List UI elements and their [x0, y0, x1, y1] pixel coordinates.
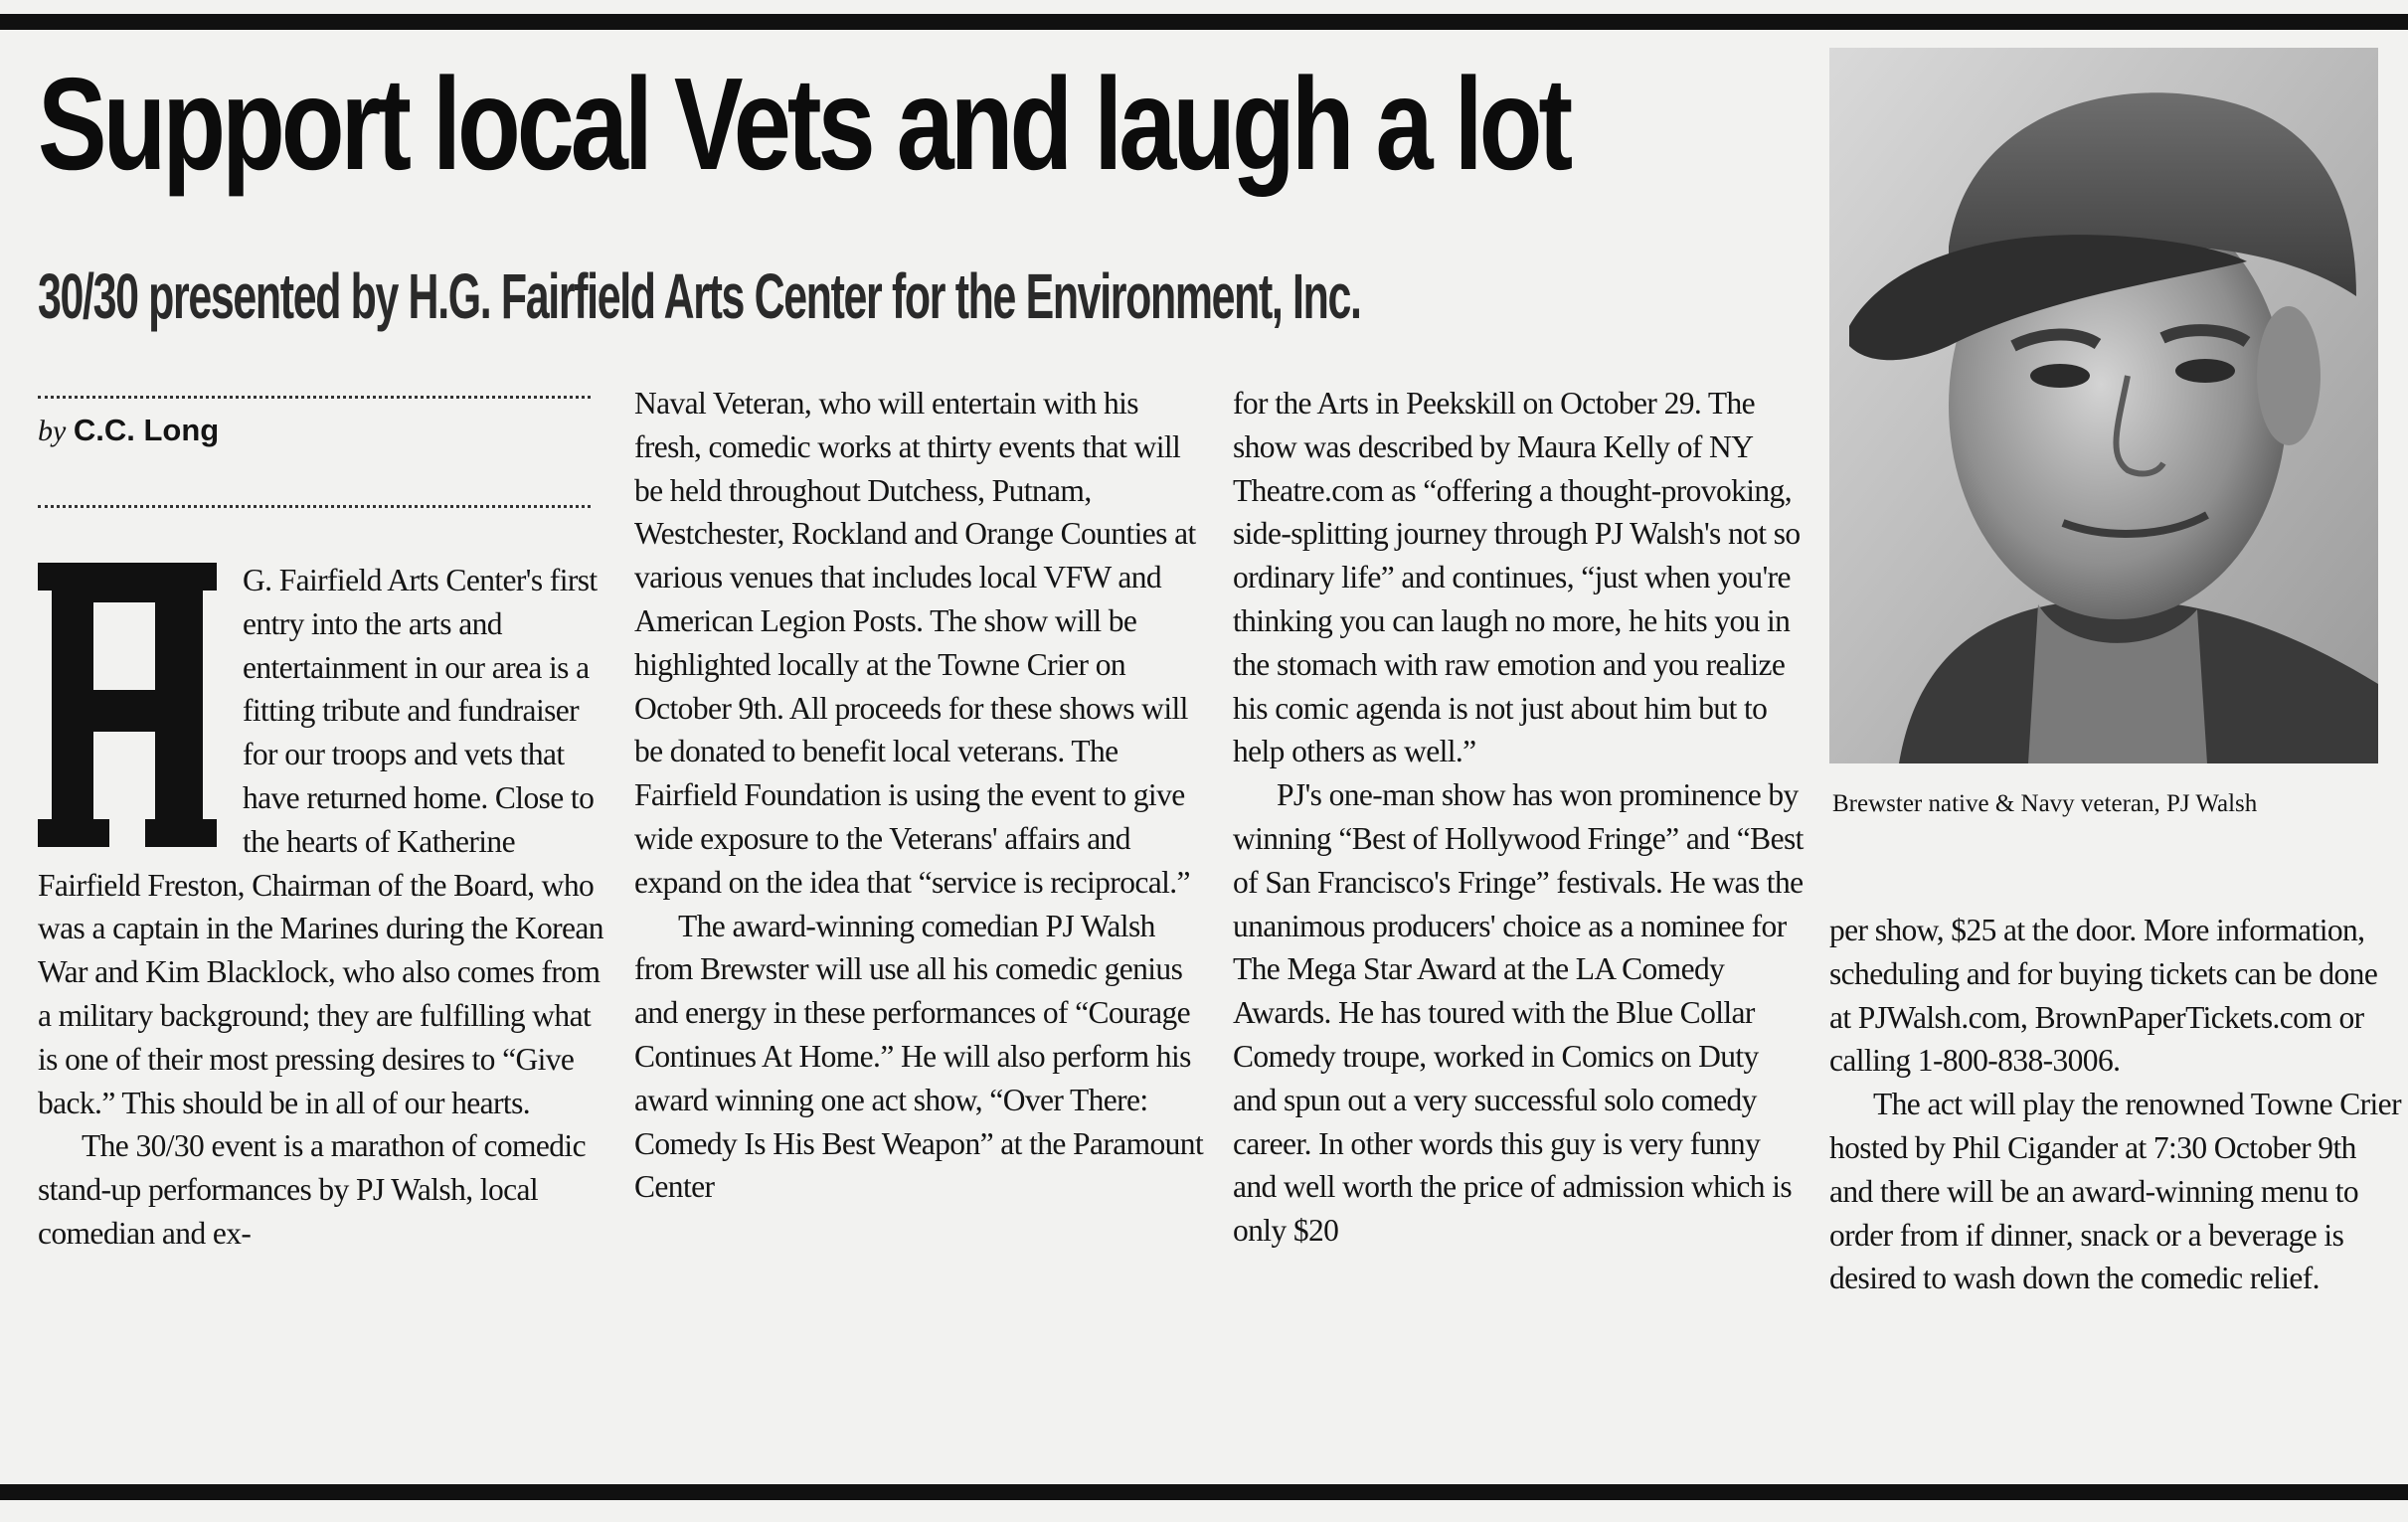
- article-column-4: [1829, 909, 2404, 1300]
- subheadline: 30/30 presented by H.G. Fairfield Arts Center for the Environment, Inc.: [38, 260, 1361, 332]
- article-column-3: [1233, 382, 1807, 1253]
- paragraph: The act will play the renowned Towne Crier hosted by Phil Cigander at 7:30 October 9th and there will be an award-winning menu to order from if dinner, snack or a beverage is desired to wash down the comedic relief.: [1829, 1087, 2401, 1296]
- paragraph: The award-winning comedian PJ Walsh from Brewster will use all his comedic genius and energy in these performances of “Courage Continues At Home.” He will also perform his award winning one act show, “Over There: Comedy Is His Best Weapon” at the Paramount Center: [634, 908, 1204, 1205]
- portrait-photo: [1829, 48, 2378, 763]
- paragraph: for the Arts in Peekskill on October 29. The show was described by Maura Kelly of NY Theatre.com as “offering a thought-provoking, side-splitting journey through PJ Walsh's not so ordinary life” and continues, “just when you're thinking you can laugh no more, he hits you in the stomach with raw emotion and you realize his comic agenda is not just about him but to help others as well.”: [1233, 386, 1801, 769]
- byline: [38, 410, 219, 452]
- byline-divider-top: [38, 396, 591, 399]
- byline-prefix: by: [38, 415, 67, 447]
- paragraph: PJ's one-man show has won prominence by winning “Best of Hollywood Fringe” and “Best of San Francisco's Fringe” festivals. He was the unanimous producers' choice as a nominee for The Mega Star Award at the LA Comedy Awards. He has toured with the Blue Collar Comedy troupe, worked in Comics on Duty and spun out a very successful solo comedy career. In other words this guy is very funny and well worth the price of admission which is only $20: [1233, 777, 1804, 1249]
- top-rule: [0, 14, 2408, 30]
- portrait-illustration: [1829, 48, 2378, 763]
- drop-cap: [38, 563, 217, 847]
- paragraph: Naval Veteran, who will entertain with his fresh, comedic works at thirty events that will be held throughout Dutchess, Putnam, Westchester, Rockland and Orange Counties at various venues that includes local VFW and American Legion Posts. The show will be highlighted locally at the Towne Crier on October 9th. All proceeds for these shows will be donated to benefit local veterans. The Fairfield Foundation is using the event to give wide exposure to the Veterans' affairs and expand on the idea that “service is reciprocal.”: [634, 386, 1196, 900]
- bottom-rule: [0, 1484, 2408, 1500]
- paragraph: The 30/30 event is a marathon of comedic stand-up performances by PJ Walsh, local comedian and ex-: [38, 1128, 586, 1251]
- author-name: C.C. Long: [73, 413, 220, 447]
- article-column-1: [38, 559, 612, 1256]
- article-column-2: [634, 382, 1209, 1209]
- photo-caption: Brewster native & Navy veteran, PJ Walsh: [1832, 790, 2258, 817]
- headline: Support local Vets and laugh a lot: [38, 51, 1570, 197]
- paragraph: per show, $25 at the door. More information, scheduling and for buying tickets can be done at PJWalsh.com, BrownPaperTickets.com or calling 1-800-838-3006.: [1829, 913, 2378, 1079]
- byline-divider-bottom: [38, 505, 591, 508]
- paragraph: G. Fairfield Arts Center's first entry into the arts and entertainment in our area is a fitting tribute and fundraiser for our troops and vets that have returned home. Close to the hearts of Katherine Fairfield Freston, Chairman of the Board, who was a captain in the Marines during the Korean War and Kim Blacklock, who also comes from a military background; they are fulfilling what is one of their most pressing desires to “Give back.” This should be in all of our hearts.: [38, 563, 603, 1120]
